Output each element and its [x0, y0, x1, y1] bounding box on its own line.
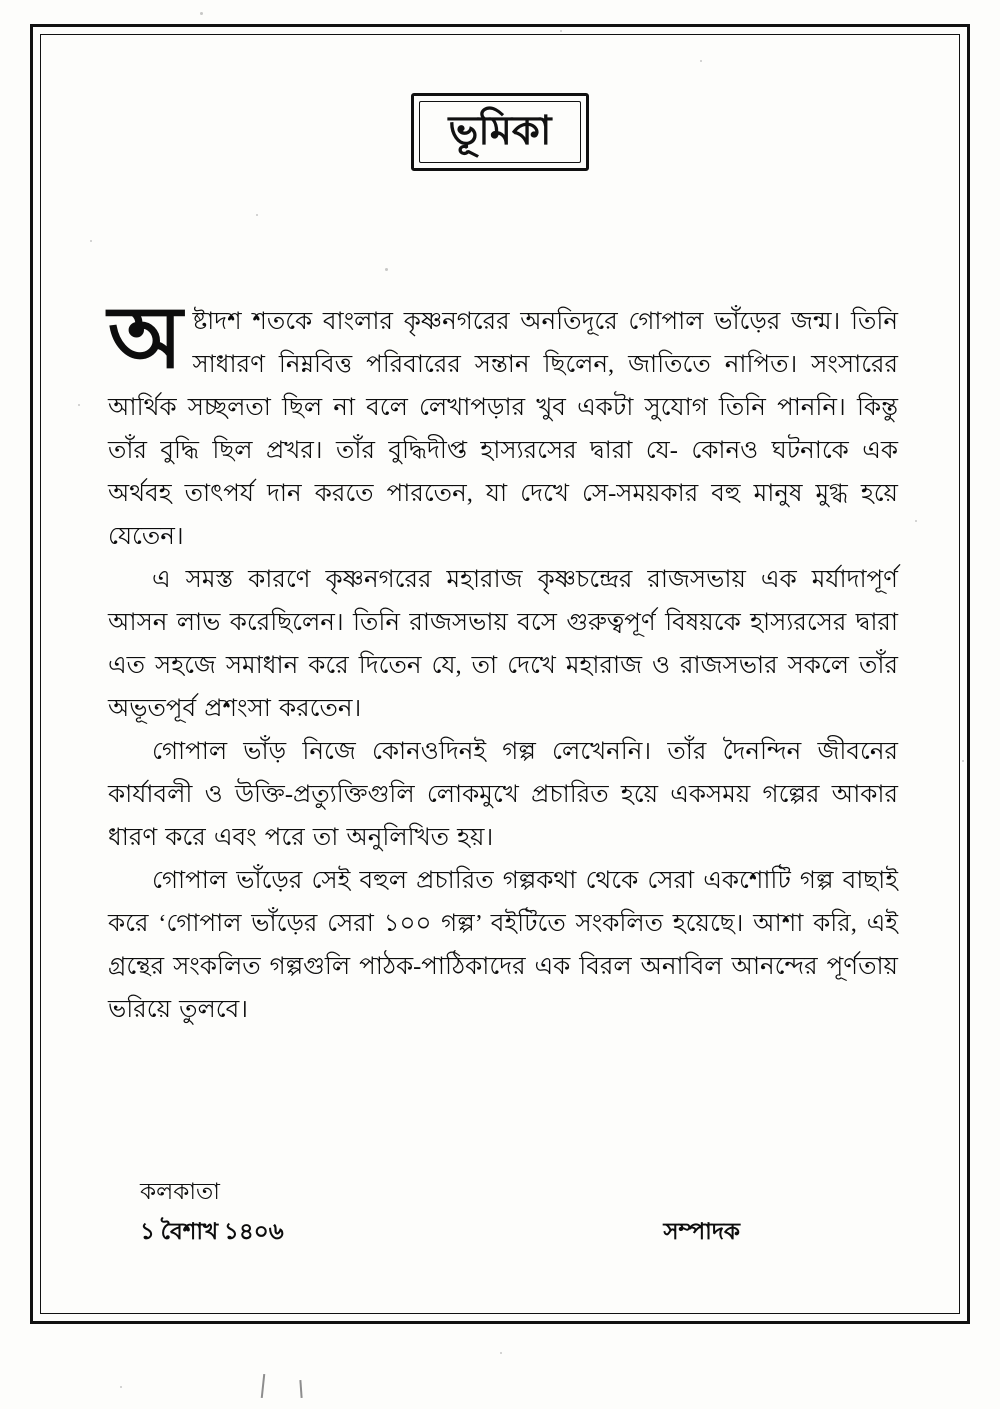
scan-speck — [200, 12, 203, 15]
colophon — [140, 1172, 880, 1252]
paragraph: এ সমস্ত কারণে কৃষ্ণনগরের মহারাজ কৃষ্ণচন্দ্রের রাজসভায় এক মর্যাদাপূর্ণ আসন লাভ করেছিলেন। তিনি রাজসভায় বসে গুরুত্বপূর্ণ বিষয়কে হাস্যরসের দ্বারা এত সহজে সমাধান করে দিতেন যে, তা দেখে মহারাজ ও রাজসভার সকলে তাঁর অভূতপূর্ব প্রশংসা করতেন। — [108, 566, 898, 722]
page-title: ভূমিকা — [448, 107, 552, 153]
colophon-date: ১ বৈশাখ ১৪০৬ — [140, 1219, 284, 1244]
colophon-place: কলকাতা — [140, 1179, 220, 1204]
colophon-dateline-row — [140, 1212, 740, 1252]
drop-cap: অ — [108, 290, 183, 386]
heading-plaque — [411, 93, 589, 171]
paragraph-text: ষ্টাদশ শতকে বাংলার কৃষ্ণনগরের অনতিদূরে গোপাল ভাঁড়ের জন্ম। তিনি সাধারণ নিম্নবিত্ত পরিবারের সন্তান ছিলেন, জাতিতে নাপিত। সংসারের আর্থিক সচ্ছলতা ছিল না বলে লেখাপড়ার খুব একটা সুযোগ তিনি পাননি। কিন্তু তাঁর বুদ্ধি ছিল প্রখর। তাঁর বুদ্ধিদীপ্ত হাস্যরসের দ্বারা যে- কোনও ঘটনাকে এক অর্থবহ তাৎপর্য দান করতে পারতেন, যা দেখে সে-সময়কার বহু মানুষ মুগ্ধ হয়ে যেতেন। — [108, 308, 898, 550]
body-text-column — [108, 290, 898, 1031]
scan-speck — [500, 1352, 502, 1354]
scan-artifact — [261, 1374, 265, 1398]
paragraph: গোপাল ভাঁড়ের সেই বহুল প্রচারিত গল্পকথা থেকে সেরা একশোটি গল্প বাছাই করে ‘গোপাল ভাঁড়ের সেরা ১০০ গল্প’ বইটিতে সংকলিত হয়েছে। আশা করি, এই গ্রন্থের সংকলিত গল্পগুলি পাঠক-পাঠিকাদের এক বিরল অনাবিল আনন্দের পূর্ণতায় ভরিয়ে তুলবে। — [108, 867, 898, 1023]
scan-artifact — [299, 1380, 302, 1398]
colophon-signer: সম্পাদক — [663, 1219, 740, 1244]
paragraph — [108, 290, 898, 558]
scan-speck — [120, 1386, 122, 1388]
paragraph: গোপাল ভাঁড় নিজে কোনওদিনই গল্প লেখেননি। তাঁর দৈনন্দিন জীবনের কার্যাবলী ও উক্তি-প্রত্যুক্তিগুলি লোকমুখে প্রচারিত হয়ে একসময় গল্পের আকার ধারণ করে এবং পরে তা অনুলিখিত হয়। — [108, 738, 898, 851]
